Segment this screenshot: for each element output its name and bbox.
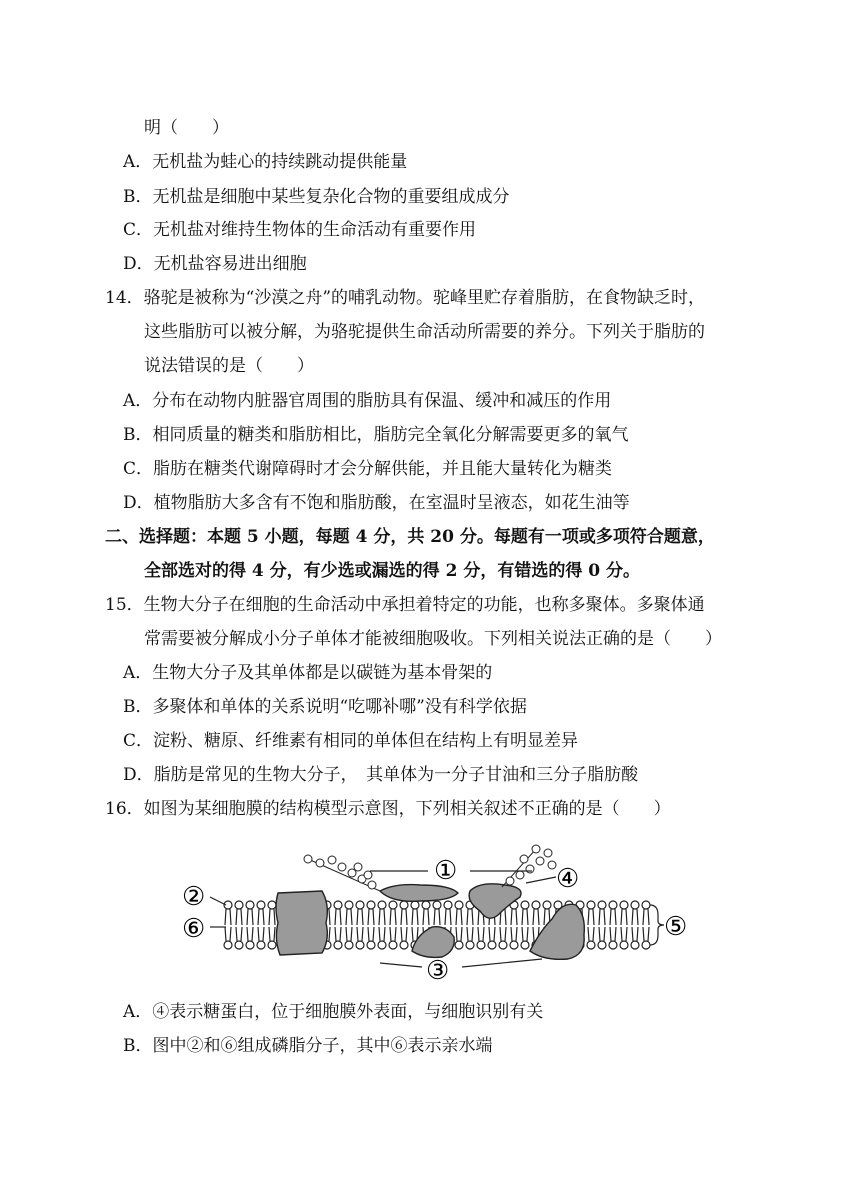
phospholipid-head	[345, 901, 353, 909]
phospholipid-head	[235, 941, 243, 949]
q15-option-c: C．淀粉、糖原、纤维素有相同的单体但在结构上有明显差异	[123, 731, 579, 751]
phospholipid-tail	[357, 927, 363, 941]
phospholipid-tail	[346, 927, 352, 941]
phospholipid-tail	[412, 909, 418, 925]
phospholipid-tail	[632, 909, 638, 925]
phospholipid-tail	[599, 909, 605, 925]
phospholipid-tail	[269, 909, 275, 925]
sugar-chain-right	[502, 845, 556, 887]
label-2: ②	[182, 882, 206, 912]
phospholipid-tail	[401, 927, 407, 941]
q15-option-a: A．生物大分子及其单体都是以碳链为基本骨架的	[123, 663, 493, 683]
q14-option-c: C．脂肪在糖类代谢障碍时才会分解供能，并且能大量转化为糖类	[123, 459, 613, 479]
phospholipid-head	[257, 901, 265, 909]
q13-option-a: A．无机盐为蛙心的持续跳动提供能量	[123, 152, 408, 172]
phospholipid-head	[334, 901, 342, 909]
phospholipid-tail	[467, 909, 473, 925]
phospholipid-tail	[258, 909, 264, 925]
phospholipid-tail	[379, 927, 385, 941]
phospholipid-tail	[621, 927, 627, 941]
phospholipid-tail	[379, 909, 385, 925]
channel-protein	[276, 891, 327, 955]
phospholipid-tail	[225, 927, 231, 941]
phospholipid-head	[268, 941, 276, 949]
phospholipid-tail	[511, 927, 517, 941]
q14-stem-line-2: 这些脂肪可以被分解，为骆驼提供生命活动所需要的养分。下列关于脂肪的	[144, 322, 705, 342]
phospholipid-tail	[621, 909, 627, 925]
phospholipid-head	[543, 901, 551, 909]
phospholipid-tail	[225, 909, 231, 925]
surface-protein-top-1	[380, 885, 458, 902]
phospholipid-head	[433, 901, 441, 909]
phospholipid-tail	[247, 927, 253, 941]
phospholipid-tail	[247, 909, 253, 925]
phospholipid-head	[367, 901, 375, 909]
phospholipid-head	[400, 941, 408, 949]
phospholipid-tail	[423, 909, 429, 925]
phospholipid-head	[356, 941, 364, 949]
phospholipid-head	[389, 941, 397, 949]
phospholipid-tail	[445, 909, 451, 925]
label-3: ③	[426, 956, 450, 985]
phospholipid-head	[532, 901, 540, 909]
phospholipid-head	[345, 941, 353, 949]
q14-option-a: A．分布在动物内脏器官周围的脂肪具有保温、缓冲和减压的作用	[123, 391, 612, 411]
phospholipid-tail	[533, 909, 539, 925]
phospholipid-tail	[610, 909, 616, 925]
phospholipid-head	[356, 901, 364, 909]
phospholipid-tail	[357, 909, 363, 925]
phospholipid-tail	[489, 927, 495, 941]
q15-stem-line-1: 15．生物大分子在细胞的生命活动中承担着特定的功能，也称多聚体。多聚体通	[105, 595, 705, 615]
q13-line-cont: 明（ ）	[144, 118, 229, 138]
phospholipid-tail	[632, 927, 638, 941]
phospholipid-head	[411, 901, 419, 909]
phospholipid-head	[587, 901, 595, 909]
phospholipid-tail	[434, 909, 440, 925]
phospholipid-head	[246, 941, 254, 949]
label-4: ④	[556, 864, 580, 894]
phospholipid-tail	[522, 909, 528, 925]
q16-option-b: B．图中②和⑥组成磷脂分子，其中⑥表示亲水端	[123, 1036, 493, 1056]
phospholipid-head	[598, 941, 606, 949]
q13-option-b: B．无机盐是细胞中某些复杂化合物的重要组成成分	[123, 187, 510, 207]
q13-option-d: D．无机盐容易进出细胞	[123, 254, 307, 274]
q14-stem-line-3: 说法错误的是（ ）	[144, 356, 314, 376]
q15-option-d: D．脂肪是常见的生物大分子， 其单体为一分子甘油和三分子脂肪酸	[123, 765, 639, 785]
q13-option-c: C．无机盐对维持生物体的生命活动有重要作用	[123, 220, 477, 240]
phospholipid-tail	[335, 927, 341, 941]
phospholipid-head	[367, 941, 375, 949]
q16-stem-line-1: 16．如图为某细胞膜的结构模型示意图，下列相关叙述不正确的是（ ）	[105, 799, 671, 819]
phospholipid-tail	[346, 909, 352, 925]
phospholipid-head	[268, 901, 276, 909]
phospholipid-head	[488, 941, 496, 949]
phospholipid-tail	[599, 927, 605, 941]
phospholipid-tail	[390, 927, 396, 941]
q14-option-b: B．相同质量的糖类和脂肪相比，脂肪完全氧化分解需要更多的氧气	[123, 425, 629, 445]
phospholipid-head	[334, 941, 342, 949]
phospholipid-tail	[643, 927, 649, 941]
phospholipid-head	[642, 941, 650, 949]
section2-heading-line-2: 全部选对的得 4 分，有少选或漏选的得 2 分，有错选的得 0 分。	[144, 561, 640, 581]
phospholipid-head	[521, 941, 529, 949]
phospholipid-tail	[478, 927, 484, 941]
q14-stem-line-1: 14．骆驼是被称为“沙漠之舟”的哺乳动物。驼峰里贮存着脂肪，在食物缺乏时，	[105, 288, 706, 308]
phospholipid-head	[224, 941, 232, 949]
phospholipid-tail	[390, 909, 396, 925]
section2-heading-line-1: 二、选择题：本题 5 小题，每题 4 分，共 20 分。每题有一项或多项符合题意，	[105, 527, 715, 547]
phospholipid-tail	[269, 927, 275, 941]
phospholipid-tail	[511, 909, 517, 925]
phospholipid-head	[609, 901, 617, 909]
cell-membrane-diagram	[180, 835, 690, 985]
phospholipid-head	[257, 941, 265, 949]
phospholipid-tail	[522, 927, 528, 941]
phospholipid-head	[444, 901, 452, 909]
phospholipid-head	[631, 901, 639, 909]
label-5: ⑤	[664, 912, 688, 942]
phospholipid-head	[246, 901, 254, 909]
glycoprotein-protein	[469, 884, 521, 918]
phospholipid-head	[499, 941, 507, 949]
phospholipid-head	[609, 941, 617, 949]
phospholipid-head	[235, 901, 243, 909]
phospholipid-tail	[588, 909, 594, 925]
sugar-chain-left	[304, 855, 380, 891]
phospholipid-tail	[456, 909, 462, 925]
q15-option-b: B．多聚体和单体的关系说明“吃哪补哪”没有科学依据	[123, 697, 527, 717]
phospholipid-tail	[258, 927, 264, 941]
phospholipid-head	[378, 901, 386, 909]
phospholipid-tail	[236, 927, 242, 941]
inner-protein-1	[412, 927, 454, 958]
phospholipid-tail	[643, 909, 649, 925]
phospholipid-head	[642, 901, 650, 909]
label-6: ⑥	[182, 914, 206, 944]
phospholipid-head	[587, 941, 595, 949]
phospholipid-head	[455, 901, 463, 909]
phospholipid-tail	[401, 909, 407, 925]
phospholipid-tail	[500, 927, 506, 941]
phospholipid-tail	[368, 927, 374, 941]
phospholipid-head	[400, 901, 408, 909]
phospholipid-tail	[456, 927, 462, 941]
phospholipid-head	[389, 901, 397, 909]
q16-option-a: A．④表示糖蛋白，位于细胞膜外表面，与细胞识别有关	[123, 1002, 544, 1022]
phospholipid-head	[510, 941, 518, 949]
label-1: ①	[434, 856, 458, 886]
phospholipid-tail	[588, 927, 594, 941]
phospholipid-head	[631, 941, 639, 949]
q15-stem-line-2: 常需要被分解成小分子单体才能被细胞吸收。下列相关说法正确的是（ ）	[144, 629, 722, 649]
phospholipid-head	[521, 901, 529, 909]
phospholipid-tail	[335, 909, 341, 925]
phospholipid-head	[455, 941, 463, 949]
phospholipid-head	[477, 941, 485, 949]
q14-option-d: D．植物脂肪大多含有不饱和脂肪酸，在室温时呈液态，如花生油等	[123, 493, 630, 513]
phospholipid-head	[620, 901, 628, 909]
phospholipid-tail	[236, 909, 242, 925]
phospholipid-tail	[368, 909, 374, 925]
phospholipid-head	[598, 901, 606, 909]
phospholipid-head	[422, 901, 430, 909]
phospholipid-tail	[610, 927, 616, 941]
phospholipid-tail	[467, 927, 473, 941]
phospholipid-head	[378, 941, 386, 949]
phospholipid-head	[466, 941, 474, 949]
phospholipid-head	[620, 941, 628, 949]
